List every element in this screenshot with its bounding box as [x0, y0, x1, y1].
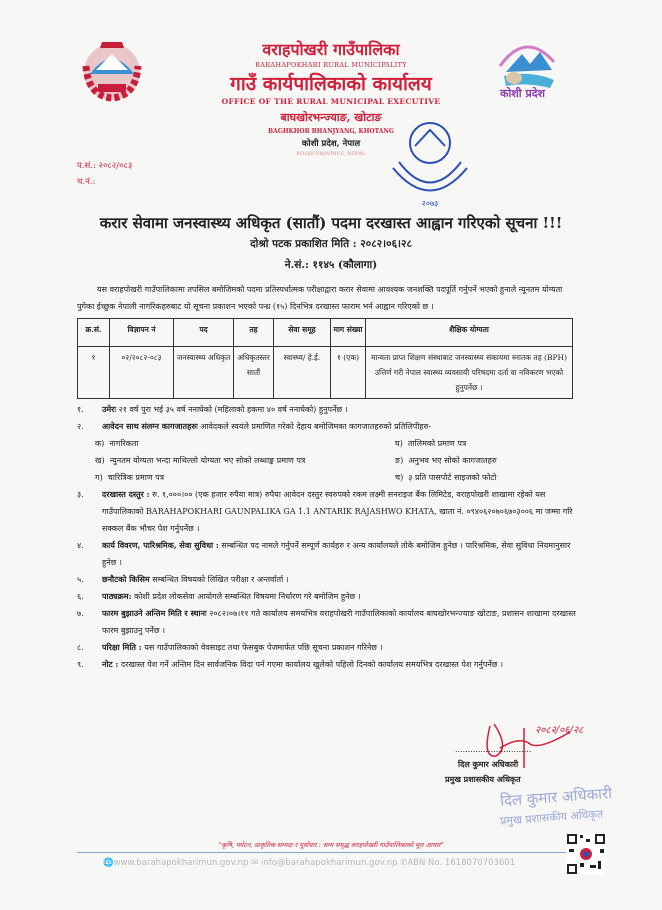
notice-title: करार सेवामा जनस्वास्थ्य अधिकृत (सातौं) पदमा दरखास्त आह्वान गरिएको सूचना !!!	[99, 214, 563, 232]
col-advertisement-no: विज्ञापन नं	[110, 319, 174, 347]
intro-paragraph: यस वराहपोखरी गाउँपालिकामा तपसिल बमोजिमको पदमा प्रतिस्पर्धात्मक परीक्षाद्वारा करार सेवामा आवश्यक जनशक्ति पदपूर्ति गर्नुपर्ने भएको हुनाले न्यूनतम योग्यता पुगेका ईच्छुक नेपाली नागरिकहरुबाट यो सूचना प्रकाशन भएको पन्ध्र (१५) दिनभित्र दरखास्त फाराम भर्न आह्वान गरिएको छ ।	[77, 285, 563, 311]
document-item: घ) तालिमको प्रमाण पत्र	[395, 439, 467, 448]
documents-list	[77, 435, 587, 486]
signatory-name: दिल कुमार अधिकारी	[458, 759, 519, 769]
nepal-sambat: ने.सं.: ११४५ (कौलागा)	[284, 259, 378, 271]
koshi-logo-text: कोशी प्रदेश	[500, 87, 546, 100]
cell-post: जनस्वास्थ्य अधिकृत	[174, 347, 234, 399]
col-sn: क्र.सं.	[78, 319, 110, 347]
document-item: च) ३ प्रति पासपोर्ट साइजको फोटो	[395, 473, 497, 482]
footer-abn: ABN No. 1618070703601	[407, 858, 516, 868]
col-post: पद	[174, 319, 234, 347]
notice-body	[77, 281, 587, 673]
province-np: कोशी प्रदेश, नेपाल	[301, 139, 361, 149]
condition-item-7: ७. फारम बुझाउने अन्तिम मिति र स्थानः २०८२।०७।११ गते कार्यालय समयभित्र वराहपोखरी गाउँपालिकाको कार्यालय बाघखोरभन्ज्याङ खोटाङ, प्रशासन शाखामा दरखास्त फारम बुझाउनु पर्नेछ ।	[77, 608, 576, 635]
footer-contact	[103, 858, 515, 868]
condition-list	[77, 401, 587, 673]
cell-level: अधिकृतस्तर सातौं	[234, 347, 274, 399]
condition-item-6: ६. पाठ्यक्रम: कोशी प्रदेश लोकसेवा आयोगले सम्बन्धित विषयमा निर्धारण गरे बमोजिम हुनेछ ।	[77, 591, 361, 601]
province-en: KOSHI PROVINCE, NEPAL	[296, 151, 366, 157]
condition-item-8: ८. परिक्षा मिति : यस गाउँपालिकाको वेवसाइट तथा फेसबुक पेजमार्फत पछि सूचना प्रकाशन गरिनेछ ।	[77, 642, 383, 652]
address-en: BAGHKHOR BHANJYANG, KHOTANG	[267, 128, 395, 135]
document-item: क) नागरिकता	[95, 439, 139, 448]
name-stamp: दिल कुमार अधिकारी	[499, 784, 613, 810]
item-label: उमेरः	[102, 404, 117, 414]
cell-demand-count: १ (एक)	[331, 347, 366, 399]
office-name-np: गाउँ कार्यपालिकाको कार्यालय	[230, 73, 432, 95]
item-number: २.	[77, 422, 84, 431]
dispatch-number: च.नं.:	[77, 177, 96, 187]
signature-block	[440, 718, 630, 830]
footer-website[interactable]: www.barahapokharimun.gov.np	[113, 858, 249, 868]
condition-item-1	[77, 401, 587, 418]
phone-icon: ✆	[400, 858, 408, 868]
signature-date: २०८२/०६/२८	[535, 725, 584, 736]
table-row	[78, 347, 573, 399]
address-np: बाघखोरभन्ज्याङ, खोटाङ	[280, 111, 382, 124]
office-name-en: OFFICE OF THE RURAL MUNICIPAL EXECUTIVE	[221, 97, 441, 106]
condition-item-5: ५. छनौटको किसिम सम्बन्धित विषयको लिखित परीक्षा र अन्तर्वार्ता ।	[77, 574, 289, 584]
municipality-name-en: BARAHAPOKHARI RURAL MUNICIPALITY	[255, 61, 407, 69]
condition-item-4: ४. कार्य विवरण, पारिश्रमिक, सेवा सुविधा : सम्बन्धित पद नामले गर्नुपर्ने सम्पूर्ण कार्यहरु र अन्य कार्यालयले तोके बमोजिम हुनेछ । पारिश्रमिक, सेवा सुविधा नियमानुसार हुनेछ ।	[77, 540, 571, 567]
col-level: तह	[234, 319, 274, 347]
cell-service-group: स्वास्थ्य/ हे.ई.	[274, 347, 331, 399]
publish-date: दोश्रो पटक प्रकाशित मिति : २०८२।०६।२८	[250, 238, 412, 250]
vacancy-table	[77, 318, 573, 399]
footer-email[interactable]: info@barahapokharimun.gov.np	[260, 858, 398, 868]
table-header-row	[78, 319, 573, 347]
globe-icon: 🌐	[103, 858, 114, 868]
cell-qualification: मान्यता प्राप्त शिक्षण संस्थाबाट जनस्वास्थ्य संकायमा स्नातक तह (BPH) उत्तिर्ण गरी नेपाल स्वास्थ्य व्यवसायी परिषदमा दर्ता वा नविकरण भएको हुनुपर्नेछ ।	[366, 347, 573, 399]
mail-icon: ✉	[251, 858, 261, 868]
footer-slogan: "कृषि, पर्यटन, प्राकृतिक सम्पदा र पूर्वाधार : सम्य समृद्ध वराहपोखरी गाउँपालिकाको मूल आधार"	[218, 841, 444, 849]
reference-number: प.सं.: २०८२/०८३	[77, 161, 133, 171]
qr-code	[566, 833, 606, 875]
col-demand-count: माग संख्या	[331, 319, 366, 347]
document-item: ङ) अनुभव भए सोको कागजातहरु	[395, 456, 497, 465]
item-number: १.	[77, 405, 84, 414]
condition-item-2	[77, 418, 587, 435]
designation-stamp: प्रमुख प्रशासकीय अधिकृत	[499, 807, 604, 828]
signatory-designation: प्रमुख प्रशासकीय अधिकृत	[445, 774, 521, 784]
cell-sn: १	[78, 347, 110, 399]
condition-item-3: ३. दरखास्त दस्तुर : रु. १,०००।०० (एक हजार रुपैया मात्र) रुपैया आवेदन दस्तुर स्वरुपको रकम लक्ष्मी सनराइज बैंक लिमिटेड, वराहपोखरी शाखामा रहेको यस गाउँपालिकाको BARAHAPOKHARI GAUNPALIKA GA 1.1 ANTARIK RAJASHWO KHATA, खाता नं. ०९४०६२०७०६७०३००६ मा जम्मा गरि सक्कल बैंक भौचर पेश गर्नुपर्नेछ ।	[77, 489, 573, 533]
cell-advertisement-no: ०२/२०८२-०८३	[110, 347, 174, 399]
document-item: ग) चारित्रिक प्रमाण पत्र	[95, 473, 165, 482]
item-text: आवेदकले स्वयंले प्रमाणित गरेको देहाय बमोजिमका कागजातहरुको प्रतिलिपीहरु-	[200, 422, 432, 431]
col-service-group: सेवा समूह	[274, 319, 331, 347]
item-label: आवेदन साथ संलग्न कागजातहरुः	[102, 421, 198, 431]
document-item: ख) न्युनतम योग्यता भन्दा माथिल्लो योग्यता भए सोको लब्धाङ्क प्रमाण पत्र	[95, 456, 306, 465]
municipality-name-np: वराहपोखरी गाउँपालिका	[262, 40, 400, 59]
office-stamp	[385, 118, 475, 213]
footer-divider	[77, 852, 567, 853]
condition-item-9: ९. नोट : दरखास्त पेश गर्ने अन्तिम दिन सार्वजनिक विदा पर्न गएमा कार्यालय खुलेको पहिलो दिनको कार्यालय समयभित्र दरखास्त पेश गर्नुपर्नेछ ।	[77, 659, 504, 669]
svg-text:२०७३: २०७३	[421, 199, 439, 208]
col-qualification: शैक्षिक योग्यता	[366, 319, 573, 347]
item-text: २१ वर्ष पुरा भई ३५ वर्ष ननाघेको (महिलाको हकमा ४० वर्ष ननाघेको) हुनुपर्नेछ ।	[118, 405, 348, 414]
signature-line: ..............................	[455, 745, 532, 754]
